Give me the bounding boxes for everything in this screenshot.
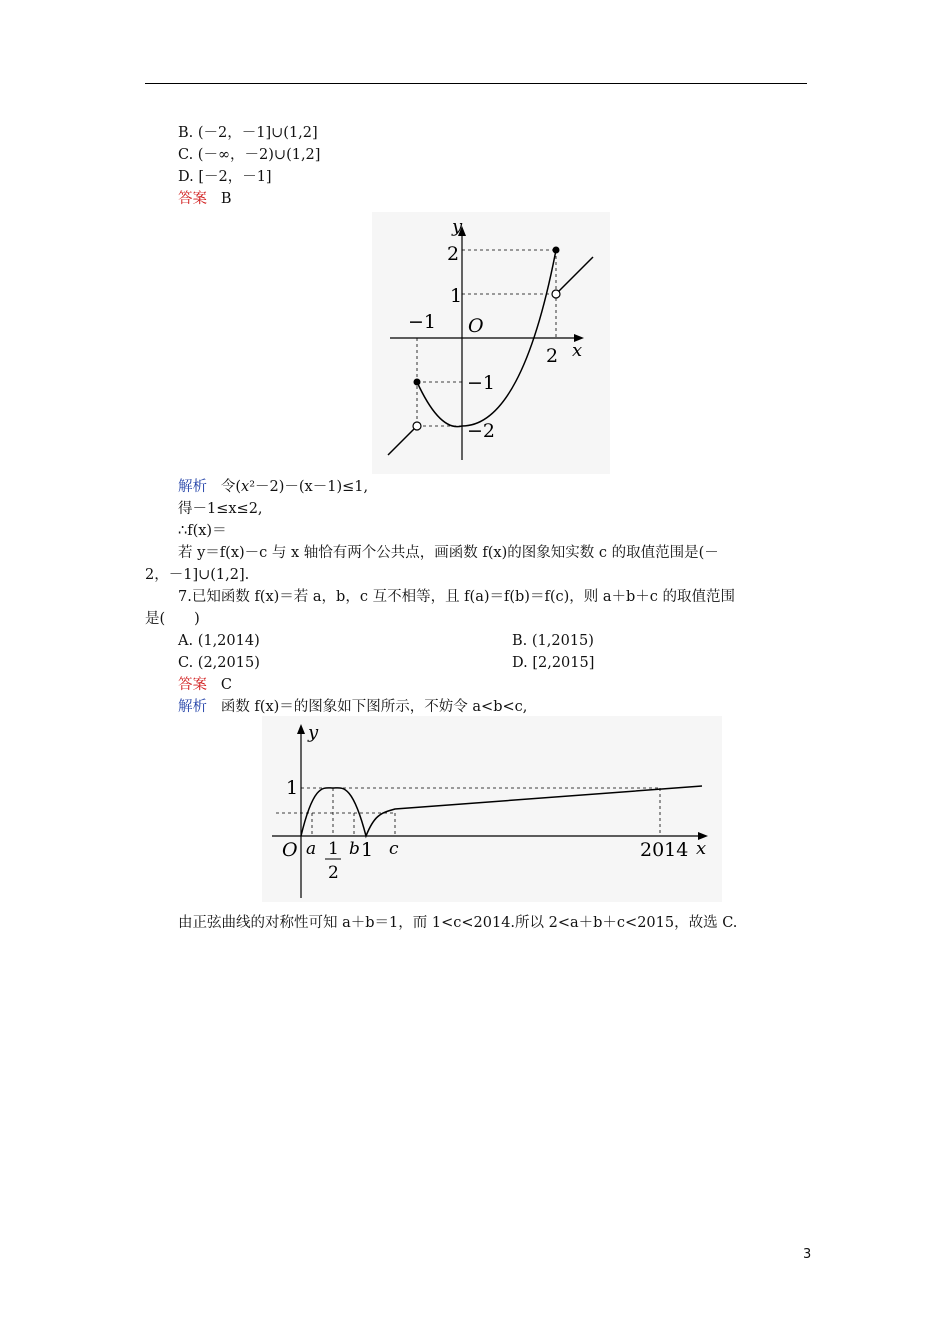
header-rule (145, 83, 807, 84)
closed-point (414, 379, 421, 386)
q6-analysis-line-2: 得－1≤x≤2, (178, 501, 263, 517)
tick-label: −2 (467, 420, 496, 442)
figure-1-graph (372, 212, 610, 474)
q6-answer (178, 190, 231, 208)
tick-label: 1 (450, 285, 463, 307)
open-point (413, 422, 421, 430)
x-axis-label: x (572, 340, 583, 361)
answer-label: 答案 (178, 191, 207, 207)
q6-analysis-line-4: 若 y＝f(x)－c 与 x 轴恰有两个公共点，画函数 f(x)的图象知实数 c 的取值范围是(－ (178, 545, 719, 561)
tick-label: 2014 (640, 839, 689, 861)
q6-analysis-line-3: ∴f(x)＝ (178, 523, 227, 539)
open-point (552, 290, 560, 298)
analysis-text: ²－2)－(x－1)≤1, (249, 479, 369, 495)
figure-2-svg (262, 716, 722, 902)
tick-label: b (349, 839, 360, 859)
tick-label: 2 (546, 345, 559, 367)
q7-option-d: D. [2,2015] (512, 655, 595, 671)
x-axis-label: x (696, 838, 707, 859)
y-axis-label: y (452, 216, 463, 237)
tick-label: a (306, 839, 317, 859)
tick-label: 1 (328, 839, 339, 859)
tick-label: −1 (408, 311, 437, 333)
tick-label: 2 (328, 863, 339, 883)
origin-label: O (282, 839, 298, 861)
analysis-text: 令( (220, 479, 241, 495)
analysis-text: 函数 f(x)＝的图象如下图所示，不妨令 a<b<c, (220, 699, 528, 715)
q6-option-d: D. [－2，－1] (178, 169, 272, 185)
q6-analysis-line-1 (178, 478, 368, 496)
figure-2-graph (262, 716, 722, 902)
answer-label: 答案 (178, 677, 207, 693)
answer-value: B (220, 191, 232, 207)
q7-stem-line-2: 是( ) (145, 611, 200, 627)
tick-label: −1 (467, 372, 496, 394)
q7-answer (178, 676, 232, 694)
answer-value: C (220, 677, 232, 693)
analysis-label: 解析 (178, 479, 207, 495)
y-axis-label: y (308, 722, 319, 743)
q7-conclusion: 由正弦曲线的对称性可知 a＋b＝1，而 1<c<2014.所以 2<a＋b＋c<2015，故选 C. (178, 915, 738, 931)
tick-label: 2 (447, 243, 460, 265)
q7-option-b: B. (1,2015) (512, 633, 594, 649)
q6-option-b: B. (－2，－1]∪(1,2] (178, 125, 318, 141)
q7-option-a: A. (1,2014) (178, 633, 260, 649)
q7-option-c: C. (2,2015) (178, 655, 260, 671)
q7-stem-line-1: 7.已知函数 f(x)＝若 a，b，c 互不相等，且 f(a)＝f(b)＝f(c)，则 a＋b＋c 的取值范围 (178, 589, 736, 605)
closed-point (553, 247, 560, 254)
page-number: 3 (803, 1247, 812, 1262)
origin-label: O (468, 315, 484, 337)
figure-1-svg (372, 212, 610, 474)
q7-analysis-line-1 (178, 698, 527, 716)
tick-label: 1 (361, 839, 374, 861)
analysis-var: x (241, 479, 250, 495)
q6-option-c: C. (－∞，－2)∪(1,2] (178, 147, 321, 163)
tick-label: c (389, 839, 399, 859)
tick-label: 1 (286, 777, 299, 799)
analysis-label: 解析 (178, 699, 207, 715)
q6-analysis-line-5: 2，－1]∪(1,2]. (145, 567, 250, 583)
